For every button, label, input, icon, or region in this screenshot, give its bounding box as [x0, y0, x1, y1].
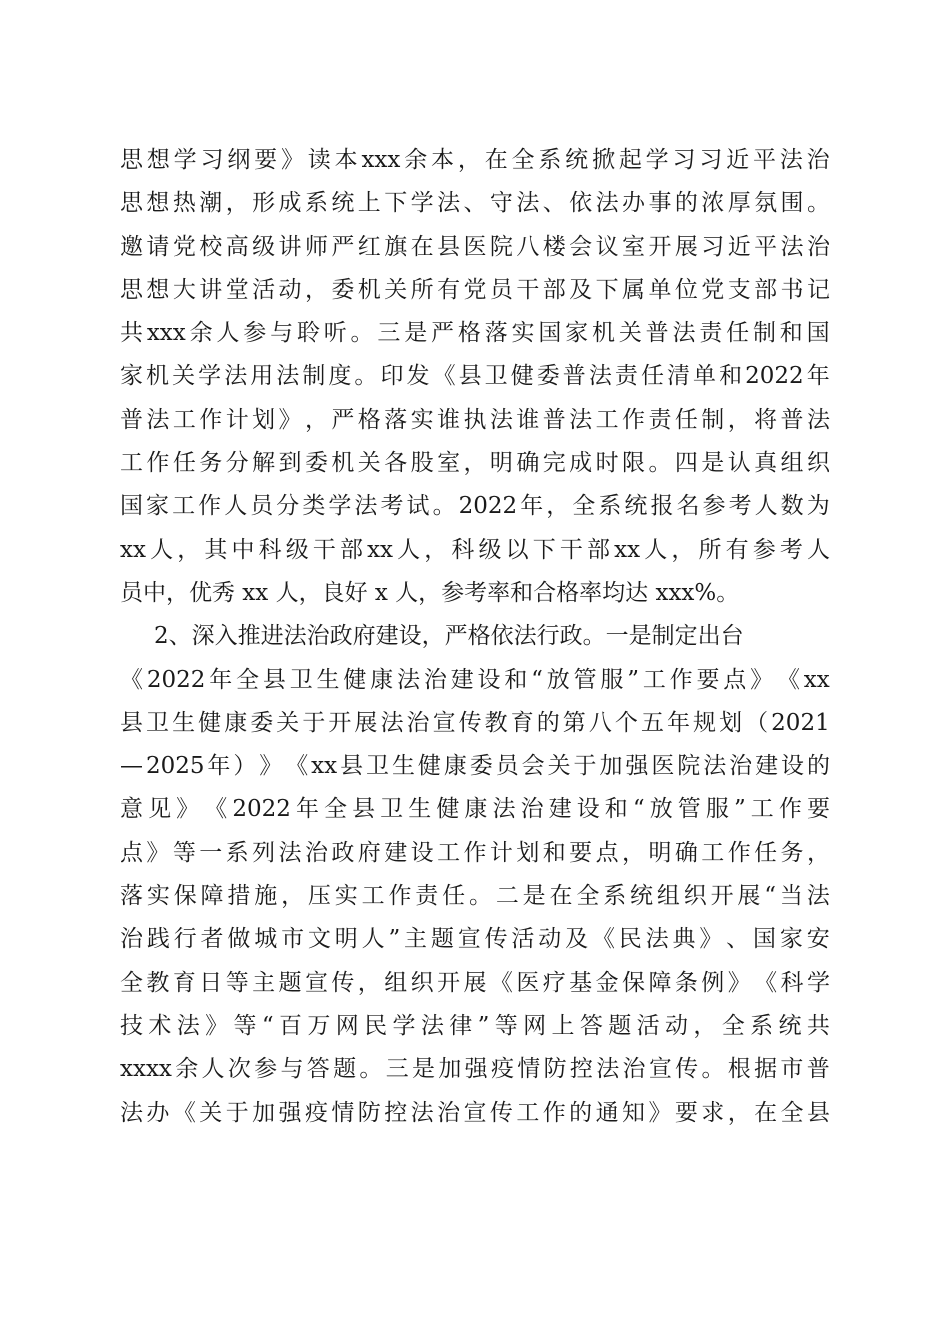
text-line: 思 想 大 讲 堂 活 动 ， 委 机 关 所 有 党 员 干 部 及 下 属 单 位 党 支 部 书 记 [120, 276, 830, 303]
text-line: 共 xxx 余 人 参 与 聆 听 。 三 是 严 格 落 实 国 家 机 关 普 法 责 任 制 和 国 [120, 320, 830, 347]
text-line: 思 想 学 习 纲 要 》 读 本 xxx 余 本 ， 在 全 系 统 掀 起 学 习 习 近 平 法 治 [120, 147, 830, 173]
text-line: 法 办 《 关 于 加 强 疫 情 防 控 法 治 宣 传 工 作 的 通 知 》 要 求 ， 在 全 县 [120, 1099, 830, 1126]
text-line: 普 法 工 作 计 划 》 ， 严 格 落 实 谁 执 法 谁 普 法 工 作 责 任 制 ， 将 普 法 [120, 406, 830, 433]
text-line: xx 人 ， 其 中 科 级 干 部 xx 人 ， 科 级 以 下 干 部 xx 人 ， 所 有 参 考 人 [120, 536, 830, 563]
text-line: 县 卫 生 健 康 委 关 于 开 展 法 治 宣 传 教 育 的 第 八 个 五 年 规 划 （ 2021 [120, 709, 830, 736]
text-line: 思 想 热 潮 ， 形 成 系 统 上 下 学 法 、 守 法 、 依 法 办 事 的 浓 厚 氛 围 。 [120, 190, 830, 217]
text-line: — 2025 年 ） 》 《 xx 县 卫 生 健 康 委 员 会 关 于 加 强 医 院 法 治 建 设 的 [120, 753, 830, 780]
text-line: 《 2022 年 全 县 卫 生 健 康 法 治 建 设 和 “ 放 管 服 ” 工 作 要 点 》 《 xx [120, 666, 830, 693]
text-line: 全 教 育 日 等 主 题 宣 传 ， 组 织 开 展 《 医 疗 基 金 保 障 条 例 》 《 科 学 [120, 969, 830, 996]
paragraph-first-line: 2、深入推进法治政府建设，严格依法行政。一是制定出台 [154, 623, 744, 650]
text-line: 点 》 等 一 系 列 法 治 政 府 建 设 工 作 计 划 和 要 点 ， 明 确 工 作 任 务 ， [120, 839, 830, 866]
text-line: 国 家 工 作 人 员 分 类 学 法 考 试 。 2022 年 ， 全 系 统 报 名 参 考 人 数 为 [120, 493, 830, 520]
text-line: 家 机 关 学 法 用 法 制 度 。 印 发 《 县 卫 健 委 普 法 责 任 清 单 和 2022 年 [120, 363, 830, 390]
text-line: 技 术 法 》 等 “ 百 万 网 民 学 法 律 ” 等 网 上 答 题 活 动 ， 全 系 统 共 [120, 1012, 830, 1039]
text-line: 工 作 任 务 分 解 到 委 机 关 各 股 室 ， 明 确 完 成 时 限 。 四 是 认 真 组 织 [120, 450, 830, 477]
paragraph-last-line: 员中，优秀 xx 人，良好 x 人，参考率和合格率均达 xxx%。 [120, 579, 740, 606]
text-line: 意 见 》 《 2022 年 全 县 卫 生 健 康 法 治 建 设 和 “ 放 管 服 ” 工 作 要 [120, 796, 830, 823]
text-line: 落 实 保 障 措 施 ， 压 实 工 作 责 任 。 二 是 在 全 系 统 组 织 开 展 “ 当 法 [120, 883, 830, 910]
text-line: 邀 请 党 校 高 级 讲 师 严 红 旗 在 县 医 院 八 楼 会 议 室 开 展 习 近 平 法 治 [120, 233, 830, 260]
document-body [120, 139, 830, 1135]
text-line: xxxx 余 人 次 参 与 答 题 。 三 是 加 强 疫 情 防 控 法 治 宣 传 。 根 据 市 普 [120, 1056, 830, 1083]
text-line: 治 践 行 者 做 城 市 文 明 人 ” 主 题 宣 传 活 动 及 《 民 法 典 》 、 国 家 安 [120, 926, 830, 953]
